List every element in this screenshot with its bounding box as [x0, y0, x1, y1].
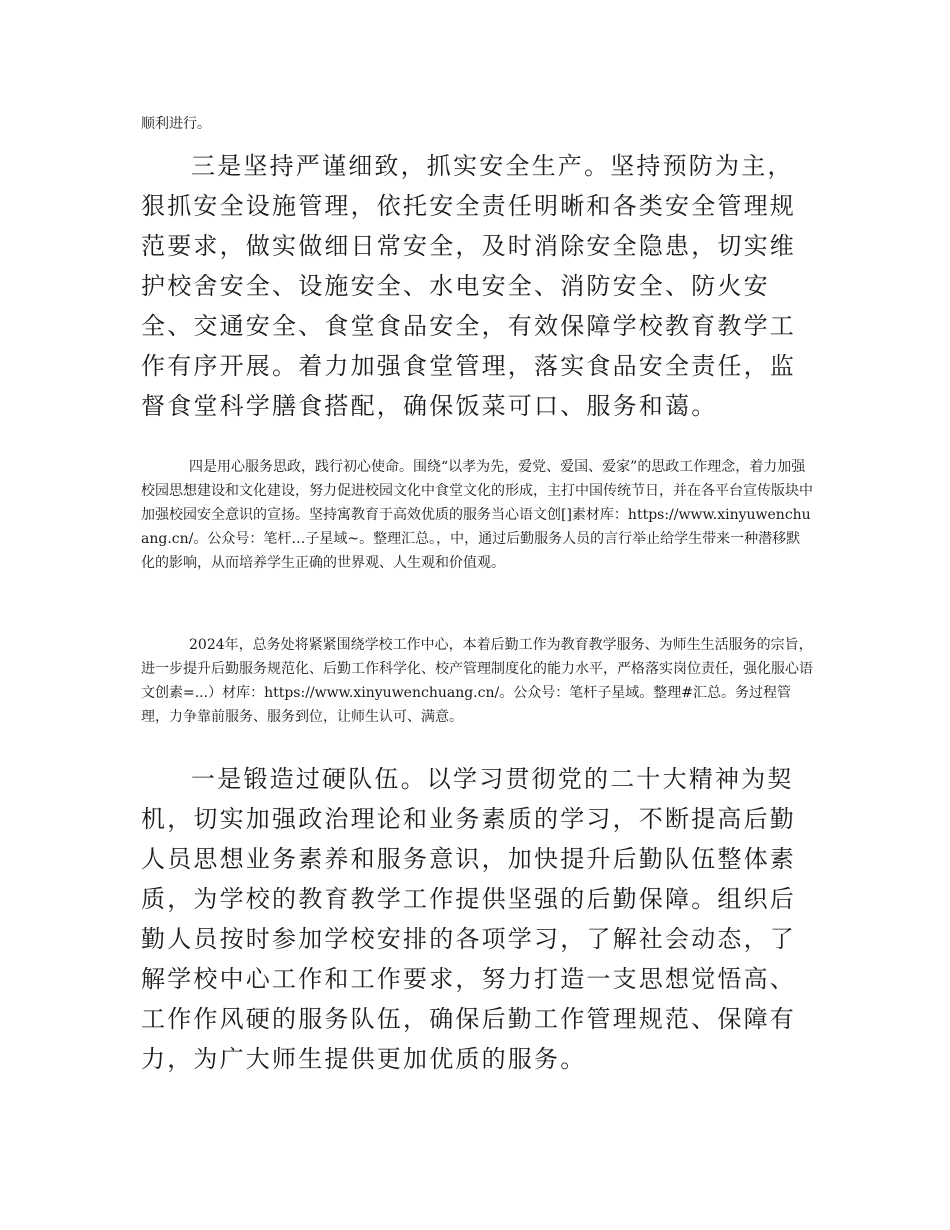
paragraph-2024-plan: 2024年，总务处将紧紧围绕学校工作中心，本着后勤工作为教育教学服务、为师生生活服务的宗旨，进一步提升后勤服务规范化、后勤工作科学化、校产管理制度化的能力水平，严格落实岗位责任，强化服心语文创素=...）材库：https://www.xinyuwenchuang.cn/。公众号：笔杆子星域。整理#汇总。务过程管理，力争靠前服务、服务到位，让师生认可、满意。 [141, 637, 813, 725]
paragraph-continuation: 顺利进行。 [141, 116, 211, 132]
paragraph-ideological-service: 四是用心服务思政，践行初心使命。围绕“以孝为先，爱党、爱国、爱家”的思政工作理念，着力加强校园思想建设和文化建设，努力促进校园文化中食堂文化的形成，主打中国传统节日，并在各平台宣传版块中加强校园安全意识的宣扬。坚持寓教育于高效优质的服务当心语文创[]素材库：https://www.xinyuwenchuang.cn/。公众号：笔杆…子星域~。整理汇总。，中，通过后勤服务人员的言行举止给学生带来一种潜移默化的影响，从而培养学生正确的世界观、人生观和价值观。 [141, 459, 813, 571]
paragraph-build-team: 一是锻造过硬队伍。以学习贯彻党的二十大精神为契机，切实加强政治理论和业务素质的学习，不断提高后勤人员思想业务素养和服务意识，加快提升后勤队伍整体素质，为学校的教育教学工作提供坚强的后勤保障。组织后勤人员按时参加学校安排的各项学习，了解社会动态，了解学校中心工作和工作要求，努力打造一支思想觉悟高、工作作风硬的服务队伍，确保后勤工作管理规范、保障有力，为广大师生提供更加优质的服务。 [141, 765, 796, 1073]
paragraph-safety-production: 三是坚持严谨细致，抓实安全生产。坚持预防为主，狠抓安全设施管理，依托安全责任明晰和各类安全管理规范要求，做实做细日常安全，及时消除安全隐患，切实维护校舍安全、设施安全、水电安全、消防安全、防火安全、交通安全、食堂食品安全，有效保障学校教育教学工作有序开展。着力加强食堂管理，落实食品安全责任，监督食堂科学膳食搭配，确保饭菜可口、服务和蔼。 [141, 152, 796, 420]
